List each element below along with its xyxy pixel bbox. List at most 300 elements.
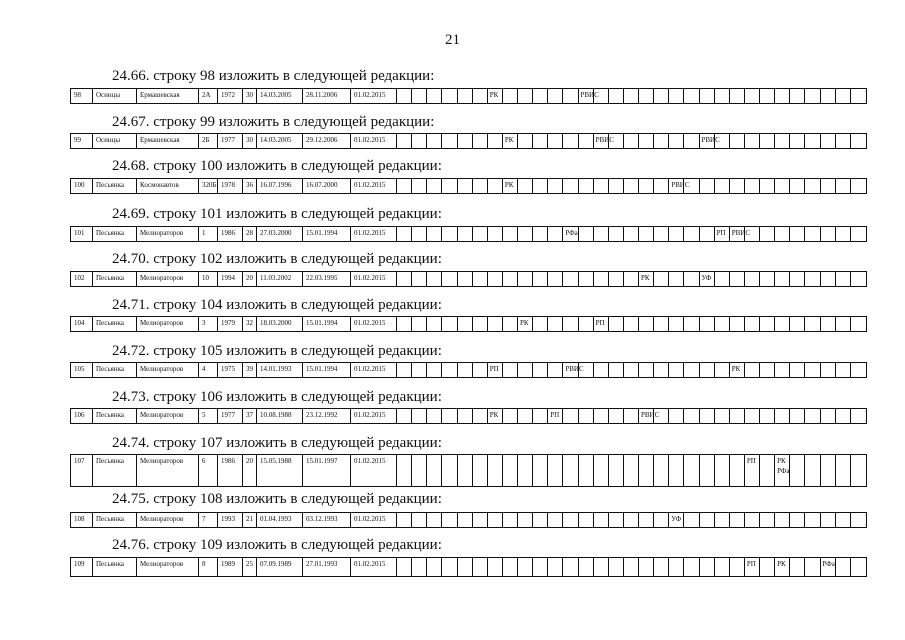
grid-cell bbox=[473, 134, 488, 148]
table-cell: 108 bbox=[71, 513, 93, 527]
grid-cell bbox=[745, 179, 760, 193]
grid-cell bbox=[654, 272, 669, 286]
status-mark: РК bbox=[777, 457, 786, 465]
grid-cell bbox=[533, 272, 548, 286]
grid-cell bbox=[594, 455, 609, 486]
grid-cell bbox=[427, 363, 442, 377]
status-mark: РК bbox=[731, 365, 741, 373]
grid-cell bbox=[548, 272, 563, 286]
grid-cell bbox=[518, 513, 533, 527]
table-cell: 01.02.2015 bbox=[351, 455, 397, 486]
grid-cell bbox=[669, 363, 684, 377]
grid-cell bbox=[715, 179, 730, 193]
grid-cell bbox=[594, 409, 609, 423]
table-cell: Осинцы bbox=[93, 89, 137, 103]
table-cell: Песьянка bbox=[93, 558, 137, 576]
table-cell: 102 bbox=[71, 272, 93, 286]
grid-cell bbox=[790, 409, 805, 423]
grid-cell bbox=[760, 227, 775, 241]
grid-cell bbox=[548, 513, 563, 527]
grid-cell bbox=[700, 272, 715, 286]
table-cell: 20 bbox=[243, 272, 257, 286]
status-mark: РК bbox=[520, 319, 529, 327]
table-cell: 104 bbox=[71, 317, 93, 331]
grid-cell bbox=[851, 513, 866, 527]
grid-cell bbox=[427, 272, 442, 286]
grid-cell bbox=[730, 89, 745, 103]
table-cell: Песьянка bbox=[93, 409, 137, 423]
grid-cell bbox=[594, 134, 614, 148]
table-row bbox=[70, 226, 867, 242]
table-cell: 3 bbox=[199, 317, 218, 331]
status-mark: РП bbox=[746, 457, 756, 465]
grid-cell bbox=[624, 409, 639, 423]
table-cell: 22.03.1995 bbox=[303, 272, 351, 286]
grid-cell bbox=[684, 558, 699, 576]
grid-cell bbox=[730, 558, 745, 576]
grid-cell bbox=[836, 409, 851, 423]
grid-cell bbox=[563, 317, 578, 331]
grid-cell bbox=[821, 272, 836, 286]
table-cell: Мелиораторов bbox=[137, 227, 199, 241]
grid-cell bbox=[533, 134, 548, 148]
grid-cell bbox=[624, 513, 639, 527]
grid-cell bbox=[836, 558, 851, 576]
grid-cell bbox=[412, 409, 427, 423]
grid-cell bbox=[397, 272, 412, 286]
grid-cell bbox=[805, 134, 820, 148]
grid-cell bbox=[488, 363, 503, 377]
grid-cell bbox=[790, 455, 805, 486]
grid-cell bbox=[533, 179, 548, 193]
grid-cell bbox=[548, 409, 563, 423]
grid-cell bbox=[442, 227, 457, 241]
table-cell: 15.01.1994 bbox=[303, 363, 351, 377]
table-cell: 1 bbox=[199, 227, 218, 241]
grid-cell bbox=[836, 179, 851, 193]
grid-cell bbox=[851, 227, 866, 241]
table-cell: 27.03.2000 bbox=[257, 227, 303, 241]
status-mark: РК bbox=[504, 136, 514, 144]
table-row bbox=[70, 88, 867, 104]
grid-cell bbox=[805, 513, 820, 527]
grid-cell bbox=[488, 134, 503, 148]
grid-cell bbox=[503, 227, 518, 241]
grid-cell bbox=[518, 409, 533, 423]
grid-cell bbox=[715, 227, 730, 241]
status-mark: УФ bbox=[701, 274, 712, 282]
table-cell: Мелиораторов bbox=[137, 363, 199, 377]
grid-cell bbox=[836, 363, 851, 377]
grid-cell bbox=[533, 558, 548, 576]
table-cell: 16.07.2000 bbox=[303, 179, 351, 193]
grid-cell bbox=[563, 363, 584, 377]
grid-cell bbox=[700, 558, 715, 576]
table-cell: 01.02.2015 bbox=[351, 558, 397, 576]
table-cell: 11.03.2002 bbox=[257, 272, 303, 286]
grid-cell bbox=[518, 227, 533, 241]
grid-cell bbox=[700, 317, 715, 331]
grid-cell bbox=[821, 409, 836, 423]
status-mark: РП bbox=[716, 229, 726, 237]
grid-cell bbox=[775, 179, 790, 193]
table-cell: 37 bbox=[243, 409, 257, 423]
status-mark: РВИС bbox=[580, 91, 599, 99]
grid-cell bbox=[836, 227, 851, 241]
grid-cell bbox=[579, 179, 594, 193]
section-heading: 24.72. строку 105 изложить в следующей редакции: bbox=[112, 343, 442, 359]
grid-cell bbox=[654, 134, 669, 148]
grid-cell bbox=[624, 89, 639, 103]
table-cell: 1993 bbox=[218, 513, 243, 527]
grid-cell bbox=[700, 409, 715, 423]
grid-cell bbox=[609, 179, 624, 193]
grid-cell bbox=[548, 134, 563, 148]
table-cell: 14.03.2005 bbox=[257, 89, 303, 103]
grid-cell bbox=[488, 455, 503, 486]
grid-cell bbox=[427, 409, 442, 423]
grid-cell bbox=[805, 272, 820, 286]
grid-cell bbox=[624, 363, 639, 377]
grid-cell bbox=[609, 455, 624, 486]
grid-cell bbox=[730, 363, 745, 377]
section-heading: 24.76. строку 109 изложить в следующей редакции: bbox=[112, 537, 442, 553]
grid-cell bbox=[851, 89, 866, 103]
page-number: 21 bbox=[445, 32, 460, 48]
grid-cell bbox=[397, 513, 412, 527]
grid-cell bbox=[427, 513, 442, 527]
grid-cell bbox=[548, 317, 563, 331]
grid-cell bbox=[594, 513, 609, 527]
grid-cell bbox=[412, 513, 427, 527]
table-cell: Космонавтов bbox=[137, 179, 199, 193]
table-cell: 8 bbox=[199, 558, 218, 576]
table-cell: 14.03.2005 bbox=[257, 134, 303, 148]
grid-cell bbox=[760, 317, 775, 331]
table-row bbox=[70, 362, 867, 378]
grid-cell bbox=[851, 179, 866, 193]
table-cell: 105 bbox=[71, 363, 93, 377]
table-cell: 18.03.2000 bbox=[257, 317, 303, 331]
grid-cell bbox=[473, 513, 488, 527]
grid-cell bbox=[684, 409, 699, 423]
grid-cell bbox=[760, 363, 775, 377]
table-row bbox=[70, 408, 867, 424]
grid-cell bbox=[458, 317, 473, 331]
status-mark: РК bbox=[489, 411, 499, 419]
grid-cell bbox=[790, 227, 805, 241]
grid-cell bbox=[397, 363, 412, 377]
grid-cell bbox=[473, 409, 488, 423]
grid-cell bbox=[821, 317, 836, 331]
table-cell: 14.01.1993 bbox=[257, 363, 303, 377]
grid-cell bbox=[821, 455, 836, 486]
grid-cell bbox=[473, 558, 488, 576]
status-mark: РК bbox=[489, 91, 499, 99]
grid-cell bbox=[533, 89, 548, 103]
grid-cell bbox=[473, 227, 488, 241]
grid-cell bbox=[760, 179, 775, 193]
section-heading: 24.67. строку 99 изложить в следующей редакции: bbox=[112, 114, 435, 130]
grid-cell bbox=[624, 227, 639, 241]
status-mark: РВИС bbox=[671, 181, 690, 189]
grid-cell bbox=[412, 363, 427, 377]
table-row bbox=[70, 557, 867, 577]
grid-cell bbox=[851, 558, 866, 576]
grid-cell bbox=[745, 227, 760, 241]
table-cell: 01.02.2015 bbox=[351, 134, 397, 148]
grid-cell bbox=[579, 455, 594, 486]
grid-cell bbox=[458, 134, 473, 148]
grid-cell bbox=[730, 134, 745, 148]
table-cell: 101 bbox=[71, 227, 93, 241]
grid-cell bbox=[563, 513, 578, 527]
grid-cell bbox=[654, 179, 669, 193]
grid-cell bbox=[730, 317, 745, 331]
grid-cell bbox=[669, 272, 684, 286]
grid-cell bbox=[775, 317, 790, 331]
grid-cell bbox=[427, 227, 442, 241]
grid-cell bbox=[821, 227, 836, 241]
table-cell: 6 bbox=[199, 455, 218, 486]
grid-cell bbox=[821, 513, 836, 527]
grid-cell bbox=[654, 89, 669, 103]
grid-cell bbox=[458, 89, 473, 103]
grid-cell bbox=[775, 89, 790, 103]
grid-cell bbox=[397, 455, 412, 486]
grid-cell bbox=[518, 455, 533, 486]
grid-cell bbox=[624, 455, 639, 486]
grid-cell bbox=[684, 134, 699, 148]
status-mark: РП bbox=[746, 560, 756, 568]
status-mark: РП bbox=[595, 319, 605, 327]
grid-cell bbox=[805, 227, 820, 241]
table-cell: Мелиораторов bbox=[137, 272, 199, 286]
table-cell: Ермашевская bbox=[137, 89, 199, 103]
grid-cell bbox=[563, 227, 578, 241]
grid-cell bbox=[427, 317, 442, 331]
grid-cell bbox=[397, 558, 412, 576]
grid-cell bbox=[594, 363, 609, 377]
table-row bbox=[70, 178, 867, 194]
grid-cell bbox=[548, 89, 563, 103]
grid-cell bbox=[563, 409, 578, 423]
grid-cell bbox=[730, 513, 745, 527]
grid-cell bbox=[518, 317, 533, 331]
grid-cell bbox=[836, 455, 851, 486]
table-cell: 30 bbox=[243, 89, 257, 103]
grid-cell bbox=[775, 272, 790, 286]
grid-cell bbox=[579, 558, 594, 576]
table-cell: 1978 bbox=[218, 179, 243, 193]
status-mark: РФа bbox=[565, 229, 578, 237]
table-cell: Мелиораторов bbox=[137, 455, 199, 486]
grid-cell bbox=[669, 558, 684, 576]
grid-cell bbox=[412, 455, 427, 486]
grid-cell bbox=[805, 89, 820, 103]
grid-cell bbox=[412, 272, 427, 286]
grid-cell bbox=[488, 179, 503, 193]
grid-cell bbox=[790, 179, 805, 193]
grid-cell bbox=[609, 558, 624, 576]
grid-cell bbox=[836, 89, 851, 103]
grid-cell bbox=[503, 513, 518, 527]
grid-cell bbox=[624, 134, 639, 148]
grid-cell bbox=[397, 179, 412, 193]
grid-cell bbox=[654, 455, 669, 486]
table-cell: 28.11.2006 bbox=[303, 89, 351, 103]
grid-cell bbox=[684, 455, 699, 486]
grid-cell bbox=[805, 409, 820, 423]
table-cell: Мелиораторов bbox=[137, 558, 199, 576]
grid-cell bbox=[836, 317, 851, 331]
grid-cell bbox=[473, 455, 488, 486]
grid-cell bbox=[503, 317, 518, 331]
table-cell: Песьянка bbox=[93, 179, 137, 193]
table-cell: 100 bbox=[71, 179, 93, 193]
grid-cell bbox=[458, 179, 473, 193]
grid-cell bbox=[458, 227, 473, 241]
grid-cell bbox=[700, 227, 715, 241]
status-mark: УФ bbox=[671, 515, 682, 523]
grid-cell bbox=[533, 363, 548, 377]
grid-cell bbox=[836, 134, 851, 148]
table-cell: Песьянка bbox=[93, 227, 137, 241]
grid-cell bbox=[639, 89, 654, 103]
grid-cell bbox=[730, 227, 751, 241]
grid-cell bbox=[624, 272, 639, 286]
grid-cell bbox=[700, 179, 715, 193]
grid-cell bbox=[518, 363, 533, 377]
grid-cell bbox=[609, 409, 624, 423]
grid-cell bbox=[715, 558, 730, 576]
grid-cell bbox=[488, 513, 503, 527]
grid-cell bbox=[760, 455, 775, 486]
grid-cell bbox=[488, 272, 503, 286]
grid-cell bbox=[473, 317, 488, 331]
grid-cell bbox=[790, 513, 805, 527]
grid-cell bbox=[745, 513, 760, 527]
grid-cell bbox=[790, 363, 805, 377]
grid-cell bbox=[442, 134, 457, 148]
grid-cell bbox=[518, 134, 533, 148]
grid-cell bbox=[715, 89, 730, 103]
grid-cell bbox=[775, 134, 790, 148]
grid-cell bbox=[684, 513, 699, 527]
grid-cell bbox=[669, 409, 684, 423]
grid-cell bbox=[775, 409, 790, 423]
grid-cell bbox=[548, 363, 563, 377]
grid-cell bbox=[594, 558, 609, 576]
grid-cell bbox=[458, 363, 473, 377]
grid-cell bbox=[730, 272, 745, 286]
grid-cell bbox=[715, 455, 730, 486]
table-cell: 29.12.2006 bbox=[303, 134, 351, 148]
table-cell: 20 bbox=[243, 455, 257, 486]
grid-cell bbox=[533, 317, 548, 331]
grid-cell bbox=[609, 134, 624, 148]
table-cell: 01.02.2015 bbox=[351, 513, 397, 527]
grid-cell bbox=[473, 363, 488, 377]
table-cell: 28 bbox=[243, 227, 257, 241]
grid-cell bbox=[730, 409, 745, 423]
grid-cell bbox=[548, 455, 563, 486]
grid-cell bbox=[639, 134, 654, 148]
table-cell: 320Б bbox=[199, 179, 218, 193]
grid-cell bbox=[775, 558, 790, 576]
grid-cell bbox=[594, 317, 609, 331]
status-mark: РК bbox=[641, 274, 650, 282]
grid-cell bbox=[715, 134, 730, 148]
table-row bbox=[70, 454, 867, 487]
grid-cell bbox=[775, 227, 790, 241]
grid-cell bbox=[442, 363, 457, 377]
status-mark: РВИС bbox=[701, 136, 720, 144]
grid-cell bbox=[805, 179, 820, 193]
table-cell: 107 bbox=[71, 455, 93, 486]
table-cell: Песьянка bbox=[93, 272, 137, 286]
grid-cell bbox=[458, 558, 473, 576]
grid-cell bbox=[518, 179, 533, 193]
grid-cell bbox=[684, 89, 699, 103]
grid-cell bbox=[669, 455, 684, 486]
grid-cell bbox=[700, 363, 715, 377]
grid-cell bbox=[745, 272, 760, 286]
grid-cell bbox=[488, 317, 503, 331]
grid-cell bbox=[715, 272, 730, 286]
grid-cell bbox=[503, 89, 518, 103]
grid-cell bbox=[821, 363, 836, 377]
table-cell: 15.05.1988 bbox=[257, 455, 303, 486]
grid-cell bbox=[624, 317, 639, 331]
grid-cell bbox=[669, 317, 684, 331]
grid-cell bbox=[609, 89, 624, 103]
grid-cell bbox=[533, 409, 548, 423]
grid-cell bbox=[805, 317, 820, 331]
grid-cell bbox=[442, 317, 457, 331]
grid-cell bbox=[684, 227, 699, 241]
grid-cell bbox=[397, 134, 412, 148]
status-mark: РВИС bbox=[731, 229, 751, 237]
grid-cell bbox=[533, 513, 548, 527]
section-heading: 24.69. строку 101 изложить в следующей редакции: bbox=[112, 206, 442, 222]
grid-cell bbox=[488, 558, 503, 576]
grid-cell bbox=[427, 455, 442, 486]
grid-cell bbox=[745, 89, 760, 103]
grid-cell bbox=[412, 134, 427, 148]
grid-cell bbox=[579, 363, 594, 377]
table-cell: Осинцы bbox=[93, 134, 137, 148]
grid-cell bbox=[805, 363, 820, 377]
table-cell: Ермашевская bbox=[137, 134, 199, 148]
grid-cell bbox=[442, 513, 457, 527]
grid-cell bbox=[397, 317, 412, 331]
table-cell: Песьянка bbox=[93, 513, 137, 527]
grid-cell bbox=[654, 409, 669, 423]
grid-cell bbox=[427, 179, 442, 193]
grid-cell bbox=[609, 317, 624, 331]
section-heading: 24.75. строку 108 изложить в следующей редакции: bbox=[112, 491, 442, 507]
table-cell: 15.01.1994 bbox=[303, 317, 351, 331]
table-cell: Мелиораторов bbox=[137, 409, 199, 423]
grid-cell bbox=[563, 455, 578, 486]
status-mark: РП bbox=[550, 411, 560, 419]
grid-cell bbox=[851, 363, 866, 377]
grid-cell bbox=[442, 272, 457, 286]
table-cell: Мелиораторов bbox=[137, 317, 199, 331]
grid-cell bbox=[412, 558, 427, 576]
section-heading: 24.73. строку 106 изложить в следующей редакции: bbox=[112, 389, 442, 405]
